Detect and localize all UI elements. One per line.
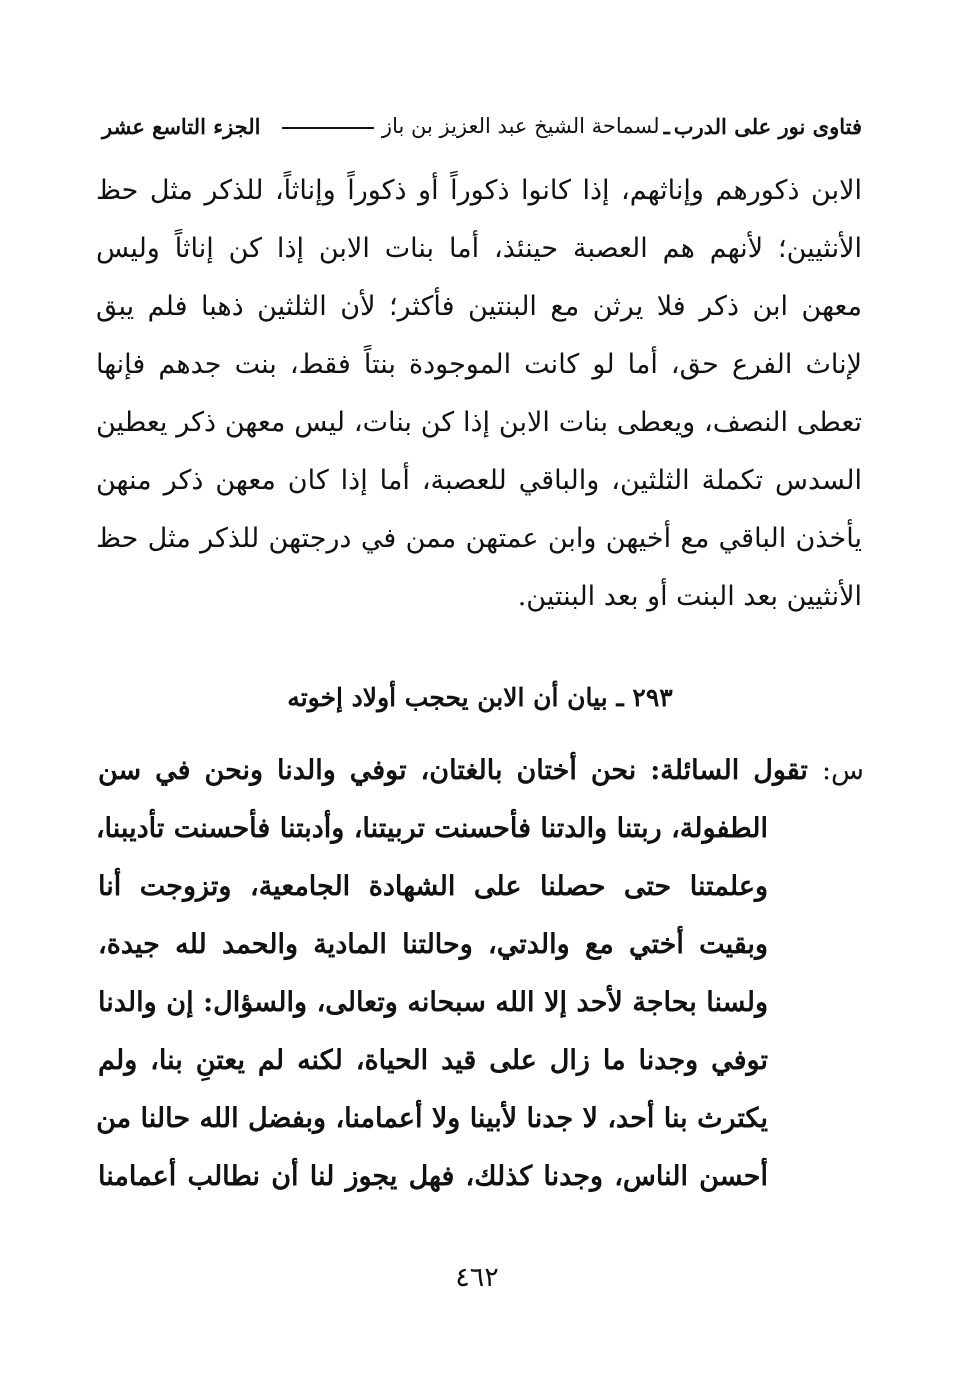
question-block: [95, 742, 864, 1206]
question-line: أحسن الناس، وجدنا كذلك، فهل يجوز لنا أن نطالب أعمامنا: [98, 1161, 768, 1192]
paragraph-line: معهن ابن ذكر فلا يرثن مع البنتين فأكثر؛ لأن الثلثين ذهبا فلم يبق: [96, 291, 862, 322]
page-number: ٤٦٢: [455, 1262, 499, 1293]
paragraph-line: الأنثيين بعد البنت أو بعد البنتين.: [517, 581, 862, 612]
question-prefix: س:: [821, 755, 864, 786]
paragraph-line: يأخذن الباقي مع أخيهن وابن عمتهن ممن في درجتهن للذكر مثل حظ: [96, 523, 862, 554]
paragraph-line: الابن ذكورهم وإناثهم، إذا كانوا ذكوراً أو ذكوراً وإناثاً، للذكر مثل حظ: [96, 175, 862, 206]
header-author: لسماحة الشيخ عبد العزيز بن باز: [381, 114, 660, 138]
header-series-title: فتاوى نور على الدرب: [673, 113, 862, 139]
question-first-line: [98, 742, 864, 800]
running-header: [102, 106, 862, 146]
answer-paragraph: [96, 162, 862, 626]
question-text: تقول السائلة: نحن أختان بالغتان، توفي والدنا ونحن في سن: [98, 755, 808, 786]
question-line: توفي وجدنا ما زال على قيد الحياة، لكنه لم يعتنِ بنا، ولم: [98, 1045, 768, 1076]
header-rule: [282, 127, 374, 129]
question-line: وبقيت أختي مع والدتي، وحالتنا المادية والحمد لله جيدة،: [98, 929, 768, 960]
paragraph-line: لإناث الفرع حق، أما لو كانت الموجودة بنتاً فقط، بنت جدهم فإنها: [96, 349, 862, 380]
header-dash: ـ: [663, 113, 670, 139]
question-line: ولسنا بحاجة لأحد إلا الله سبحانه وتعالى، والسؤال: إن والدنا: [98, 987, 768, 1018]
header-volume: الجزء التاسع عشر: [102, 113, 261, 139]
paragraph-line: السدس تكملة الثلثين، والباقي للعصبة، أما إذا كان معهن ذكر منهن: [96, 465, 862, 496]
question-line: وعلمتنا حتى حصلنا على الشهادة الجامعية، وتزوجت أنا: [98, 871, 768, 902]
paragraph-line: تعطى النصف، ويعطى بنات الابن إذا كن بنات، ليس معهن ذكر يعطين: [96, 407, 862, 438]
paragraph-line: الأنثيين؛ لأنهم هم العصبة حينئذ، أما بنات الابن إذا كن إناثاً وليس: [96, 233, 862, 264]
question-line: الطفولة، ربتنا والدتنا فأحسنت تربيتنا، وأدبتنا فأحسنت تأديبنا،: [95, 813, 768, 844]
section-heading: ٢٩٣ ـ بيان أن الابن يحجب أولاد إخوته: [287, 683, 673, 712]
question-line: يكترث بنا أحد، لا جدنا لأبينا ولا أعمامنا، وبفضل الله حالنا من: [96, 1103, 768, 1134]
